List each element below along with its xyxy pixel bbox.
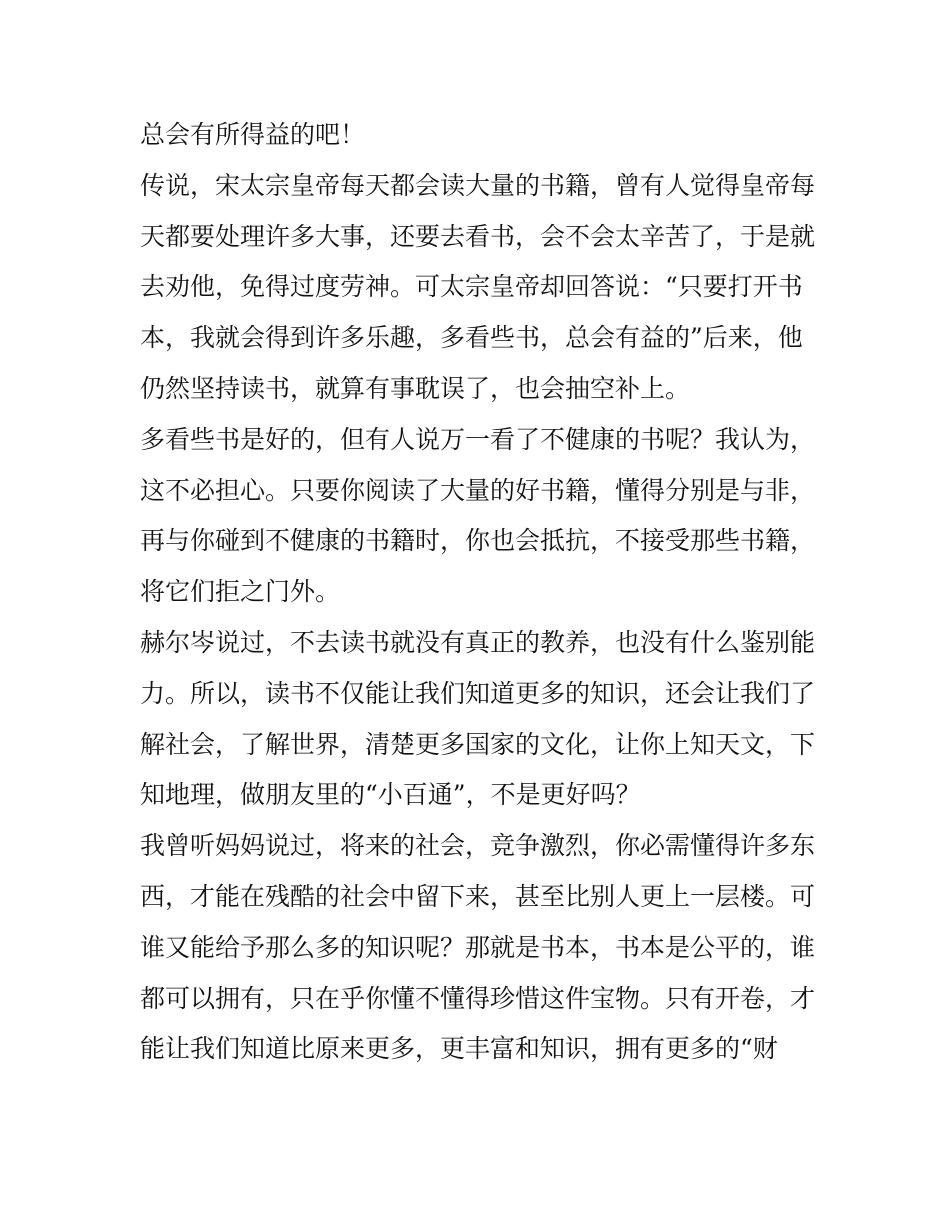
text-line: 我曾听妈妈说过，将来的社会，竞争激烈，你必需懂得许多东 xyxy=(140,831,816,861)
text-line: 赫尔岑说过，不去读书就没有真正的教养，也没有什么鉴别能 xyxy=(140,627,816,657)
text-line: 多看些书是好的，但有人说万一看了不健康的书呢？我认为， xyxy=(140,424,816,454)
text-line: 这不必担心。只要你阅读了大量的好书籍，懂得分别是与非， xyxy=(140,475,816,505)
text-line: 去劝他，免得过度劳神。可太宗皇帝却回答说：“只要打开书 xyxy=(140,272,803,302)
text-line: 再与你碰到不健康的书籍时，你也会抵抗，不接受那些书籍， xyxy=(140,526,816,556)
text-line: 力。所以，读书不仅能让我们知道更多的知识，还会让我们了 xyxy=(140,678,816,708)
text-line: 将它们拒之门外。 xyxy=(140,577,341,607)
text-line: 总会有所得益的吧！ xyxy=(140,120,366,149)
text-line: 知地理，做朋友里的“小百通”，不是更好吗？ xyxy=(140,780,641,810)
text-line: 都可以拥有，只在乎你懂不懂得珍惜这件宝物。只有开卷，才 xyxy=(140,983,816,1013)
text-line: 解社会，了解世界，清楚更多国家的文化，让你上知天文，下 xyxy=(140,729,816,759)
text-line: 本，我就会得到许多乐趣，多看些书，总会有益的”后来，他 xyxy=(140,323,803,353)
document-body xyxy=(140,110,820,1075)
text-line: 谁又能给予那么多的知识呢？那就是书本，书本是公平的，谁 xyxy=(140,932,816,962)
text-line: 传说，宋太宗皇帝每天都会读大量的书籍，曾有人觉得皇帝每 xyxy=(140,170,816,200)
text-line: 仍然坚持读书，就算有事耽误了，也会抽空补上。 xyxy=(140,373,691,403)
text-line: 西，才能在残酷的社会中留下来，甚至比别人更上一层楼。可 xyxy=(140,881,816,911)
text-line: 天都要处理许多大事，还要去看书，会不会太辛苦了，于是就 xyxy=(140,221,816,251)
text-line: 能让我们知道比原来更多，更丰富和知识，拥有更多的“财 xyxy=(140,1034,778,1064)
